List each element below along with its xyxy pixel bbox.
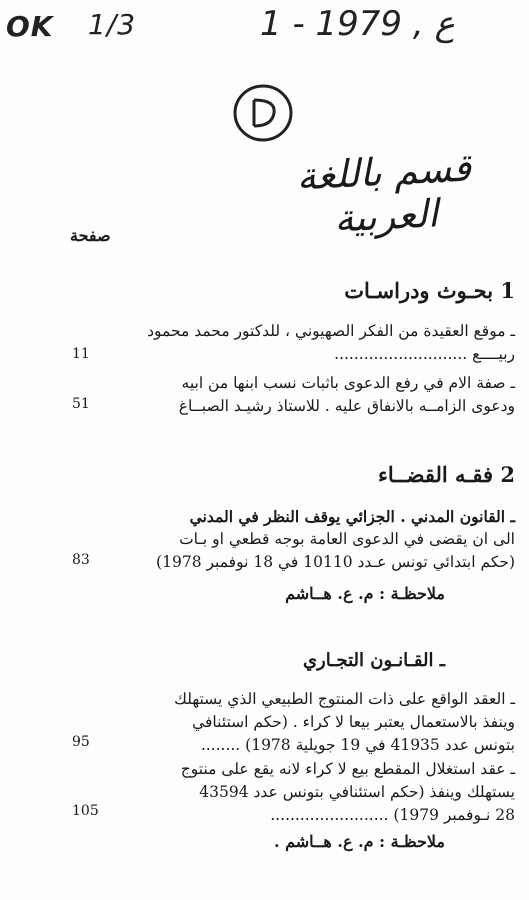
entry-line: (حكم ابتدائي تونس عـدد 10110 في 18 نوفمبر 1978) xyxy=(156,553,515,571)
circular-stamp-icon xyxy=(232,82,294,144)
part-1-heading xyxy=(344,278,515,303)
entry-line: ـ عقد استغلال المقطع بيع لا كراء لانه يقع على منتوج xyxy=(180,760,515,778)
entry-page-number: 51 xyxy=(72,396,90,412)
entry-line: يستهلك وينفذ (حكم استئنافي بتونس عدد 43594 xyxy=(199,783,515,801)
toc-entry xyxy=(60,372,515,418)
entry-line: ـ موقع العقيدة من الفكر الصهيوني ، للدكتور محمد محمود xyxy=(147,322,515,340)
handwritten-page-count: 1/3 xyxy=(88,8,137,41)
toc-entry xyxy=(60,320,515,366)
part-2-heading xyxy=(378,462,515,487)
entry-line: ـ العقد الواقع على ذات المنتوج الطبيعي الذي يستهلك xyxy=(174,690,515,708)
section-title: قسم باللغة العربية xyxy=(295,145,473,241)
entry-line: ربيــــع ........................... xyxy=(334,345,515,363)
toc-entry xyxy=(85,505,515,574)
page-column-label: صفحة xyxy=(70,226,111,245)
entry-line: بتونس عدد 41935 في 19 جويلية 1978) ........ xyxy=(200,736,515,754)
subsection-heading: ـ القـانـون التجـاري xyxy=(302,650,445,671)
entry-page-number: 83 xyxy=(72,552,90,568)
handwritten-ok-mark: OK xyxy=(6,10,54,43)
entry-note: ملاحظـة : م. ع. هــاشم . xyxy=(273,832,445,851)
entry-line: ودعوى الزامــه بالانفاق عليه . للاستاذ رشيـد الصبــاغ xyxy=(178,397,515,415)
entry-line: 28 نـوفمبر 1979) ........................ xyxy=(270,806,515,824)
handwritten-date: 1 - ع , 1979 xyxy=(260,4,455,44)
toc-entry xyxy=(85,758,515,827)
entry-line: الى ان يقضى في الدعوى العامة بوجه قطعي او بـات xyxy=(179,530,515,548)
toc-entry xyxy=(85,688,515,757)
part-number: 1 xyxy=(500,278,515,303)
entry-page-number: 95 xyxy=(72,734,90,750)
entry-page-number: 11 xyxy=(72,346,90,362)
entry-line: وينفذ بالاستعمال يعتبر بيعا لا كراء . (حكم استئنافي xyxy=(192,713,515,731)
entry-line: ـ صفة الام في رفع الدعوى باثبات نسب ابنها من ابيه xyxy=(181,374,515,392)
part-title: بحـوث ودراسـات xyxy=(344,278,494,303)
part-title: فقـه القضــاء xyxy=(378,462,494,487)
part-number: 2 xyxy=(500,462,515,487)
entry-page-number: 105 xyxy=(72,803,99,819)
entry-line: ـ القانون المدني . الجزائي يوقف النظر في المدني xyxy=(189,507,515,526)
entry-note: ملاحظـة : م. ع. هــاشم xyxy=(285,584,445,603)
